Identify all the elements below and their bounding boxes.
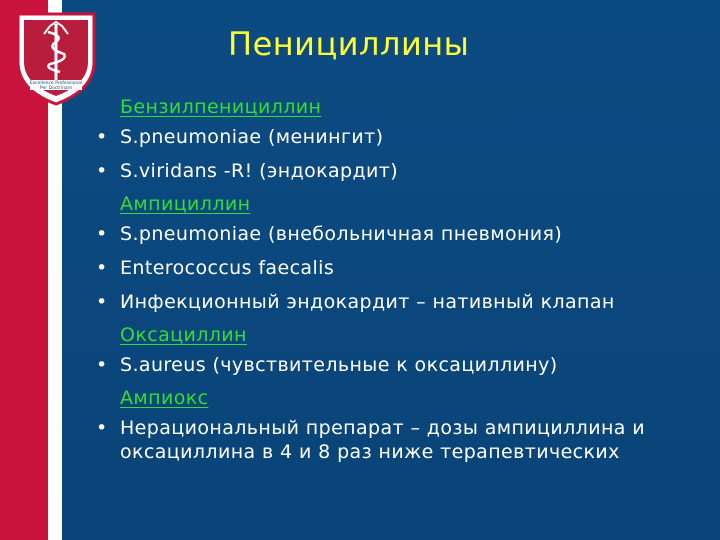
bullet-item xyxy=(96,416,696,464)
bullet-text: S.pneumoniae (внебольничная пневмония) xyxy=(120,223,563,245)
bullet-text: S.pneumoniae (менингит) xyxy=(120,126,384,148)
bullet-text: Нерациональный препарат – дозы ампициллина и оксациллина в 4 и 8 раз ниже терапевтических xyxy=(120,417,646,463)
section-heading: Бензилпенициллин xyxy=(120,96,322,118)
section-heading-row xyxy=(96,324,696,346)
bullet-text: Enterococcus faecalis xyxy=(120,257,335,279)
section-heading: Ампициллин xyxy=(120,193,251,215)
bullet-item xyxy=(96,159,696,183)
bullet-dot: • xyxy=(96,126,108,148)
bullet-text: Инфекционный эндокардит – нативный клапан xyxy=(120,291,615,313)
bullet-item xyxy=(96,256,696,280)
section-heading-row xyxy=(96,193,696,215)
section-heading-row xyxy=(96,387,696,409)
section-heading: Ампиокс xyxy=(120,387,209,409)
bullet-item xyxy=(96,125,696,149)
bullet-item xyxy=(96,222,696,246)
bullet-item xyxy=(96,353,696,377)
bullet-dot: • xyxy=(96,417,108,439)
bullet-text: S.viridans -R! (эндокардит) xyxy=(120,160,399,182)
bullet-dot: • xyxy=(96,354,108,376)
slide-content xyxy=(96,92,696,474)
logo-caption-line1: Excellence Professional xyxy=(29,81,83,86)
bullet-dot: • xyxy=(96,257,108,279)
slide-title: Пенициллины xyxy=(228,25,470,63)
bullet-dot: • xyxy=(96,160,108,182)
logo-caption-line2: Per Doctrinam xyxy=(39,86,73,91)
bullet-text: S.aureus (чувствительные к оксациллину) xyxy=(120,354,558,376)
shield-logo xyxy=(14,10,98,106)
section-heading-row xyxy=(96,96,696,118)
bullet-dot: • xyxy=(96,223,108,245)
bullet-dot: • xyxy=(96,291,108,313)
section-heading: Оксациллин xyxy=(120,324,247,346)
bullet-item xyxy=(96,290,696,314)
